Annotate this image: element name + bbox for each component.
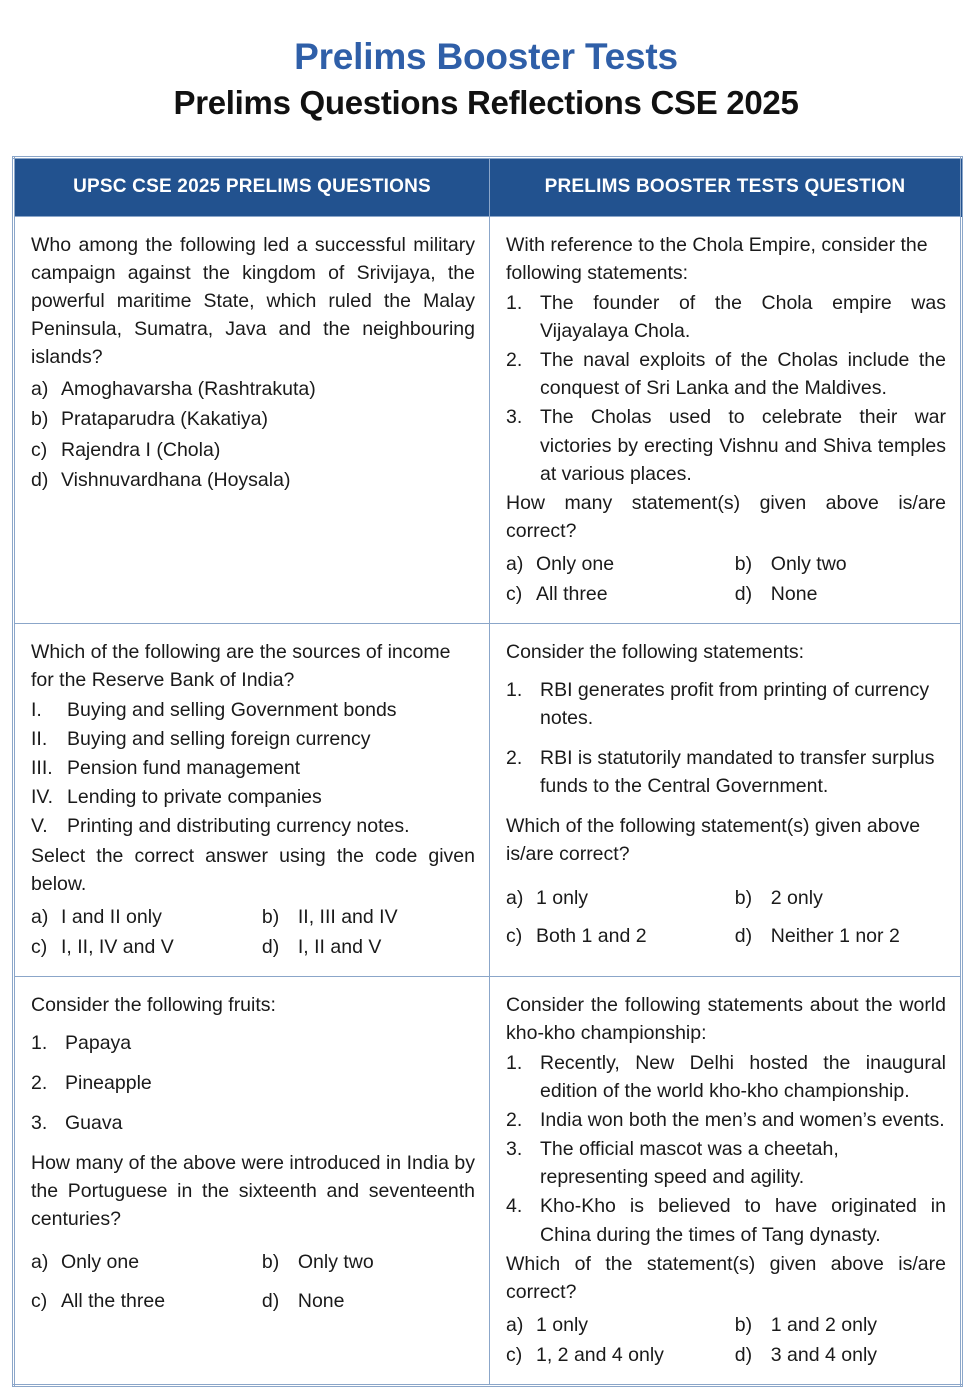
question-directive: Select the correct answer using the code given below.: [31, 844, 475, 895]
statement-text: India won both the men’s and women’s events.: [540, 1109, 945, 1132]
statement-item: [31, 1069, 475, 1097]
option-d-label: d): [261, 935, 280, 958]
option-d-label: d): [261, 1289, 280, 1312]
statement-text: Kho-Kho is believed to have originated in China during the times of Tang dynasty.: [540, 1195, 946, 1246]
statement-item: [31, 754, 475, 782]
statement-text: The Cholas used to celebrate their war victories by erecting Vishnu and Shiva temples at various places.: [540, 406, 946, 485]
option-b[interactable]: [262, 1243, 475, 1281]
option-c[interactable]: [31, 436, 475, 464]
statement-item: [506, 676, 946, 732]
statement-item: [506, 346, 946, 402]
table-row: [14, 217, 962, 624]
option-d[interactable]: [262, 932, 475, 962]
option-b[interactable]: [735, 549, 946, 579]
statement-item: [506, 1192, 946, 1248]
option-a[interactable]: [31, 902, 262, 932]
option-b[interactable]: [262, 902, 475, 932]
option-b-label: b): [734, 1313, 753, 1336]
option-a-label: a): [31, 378, 49, 401]
option-c-label: c): [31, 1289, 48, 1312]
statement-text: Printing and distributing currency notes.: [67, 815, 410, 838]
option-a[interactable]: [31, 1243, 262, 1281]
statement-text: The official mascot was a cheetah, representing speed and agility.: [540, 1138, 839, 1189]
option-b-text: Only two: [297, 1251, 374, 1274]
option-c-text: All three: [536, 582, 608, 605]
statement-number: II.: [31, 728, 48, 751]
statement-item: [31, 783, 475, 811]
statement-item: [506, 1049, 946, 1105]
option-d-text: Vishnuvardhana (Hoysala): [61, 468, 291, 491]
statement-item: [31, 696, 475, 724]
option-b-label: b): [261, 1251, 280, 1274]
option-c-label: c): [506, 582, 523, 605]
statement-text: RBI is statutorily mandated to transfer surplus funds to the Central Government.: [540, 747, 935, 798]
statement-number: 3.: [31, 1112, 48, 1135]
option-a-label: a): [31, 1251, 49, 1274]
options-list: [31, 375, 475, 493]
options-row: [31, 932, 475, 962]
option-b[interactable]: [735, 1310, 946, 1340]
statement-text: Pension fund management: [67, 757, 301, 780]
option-c-text: Both 1 and 2: [536, 924, 647, 947]
option-a-label: a): [506, 552, 524, 575]
statement-text: Pineapple: [65, 1072, 152, 1095]
option-d[interactable]: [735, 1340, 946, 1370]
option-a-text: 1 only: [536, 1313, 589, 1336]
options-row: [506, 1340, 946, 1370]
question-stem: Which of the following are the sources of income for the Reserve Bank of India?: [31, 641, 451, 692]
question-stem: Who among the following led a successful military campaign against the kingdom of Srivijaya, the powerful maritime State, which ruled the Malay Peninsula, Sumatra, Java and the neighbouring islands?: [31, 234, 475, 369]
statement-text: Lending to private companies: [67, 786, 322, 809]
options-row: [506, 549, 946, 579]
statement-item: [31, 1109, 475, 1137]
option-b-text: II, III and IV: [297, 905, 398, 928]
statement-number: 2.: [31, 1072, 48, 1095]
option-c-label: c): [31, 438, 48, 461]
option-b-text: 2 only: [770, 886, 823, 909]
statement-number: 1.: [31, 1031, 48, 1054]
column-header-booster: PRELIMS BOOSTER TESTS QUESTION: [490, 158, 962, 217]
title-block: [0, 0, 972, 122]
statement-item: [31, 725, 475, 753]
option-b-text: Prataparudra (Kakatiya): [61, 408, 269, 431]
options-grid: [31, 902, 475, 962]
option-c-label: c): [31, 935, 48, 958]
statement-text: Buying and selling foreign currency: [67, 728, 371, 751]
option-a[interactable]: [31, 375, 475, 403]
question-directive: How many statement(s) given above is/are correct?: [506, 491, 946, 542]
statement-number: 3.: [506, 1138, 523, 1161]
option-c[interactable]: [31, 932, 262, 962]
option-a-label: a): [31, 905, 49, 928]
options-row: [506, 1310, 946, 1340]
option-b-text: Only two: [770, 552, 847, 575]
statement-item: [31, 812, 475, 840]
option-c[interactable]: [506, 579, 735, 609]
cell-booster-question-3: [490, 976, 962, 1385]
option-c-text: 1, 2 and 4 only: [536, 1343, 664, 1366]
question-directive: How many of the above were introduced in India by the Portuguese in the sixteenth and seventeenth centuries?: [31, 1152, 475, 1231]
options-grid: [506, 1310, 946, 1370]
option-d-label: d): [31, 468, 49, 491]
statement-item: [506, 289, 946, 345]
question-stem: Consider the following statements about the world kho-kho championship:: [506, 993, 946, 1044]
option-d-text: None: [770, 582, 818, 605]
options-row: [506, 579, 946, 609]
option-a-text: Only one: [536, 552, 615, 575]
statement-number: 1.: [506, 679, 523, 702]
option-b-label: b): [261, 905, 280, 928]
table-row: [14, 976, 962, 1385]
option-c-text: Rajendra I (Chola): [61, 438, 221, 461]
statement-text: Guava: [65, 1112, 123, 1135]
statements-list: [506, 676, 946, 800]
statement-item: [506, 1106, 946, 1134]
option-b-label: b): [734, 886, 753, 909]
statement-item: [31, 1029, 475, 1057]
statement-number: IV.: [31, 786, 54, 809]
option-d[interactable]: [735, 917, 946, 955]
statement-number: 4.: [506, 1195, 523, 1218]
statements-list: [506, 289, 946, 488]
statement-item: [506, 744, 946, 800]
column-header-upsc: UPSC CSE 2025 PRELIMS QUESTIONS: [14, 158, 490, 217]
cell-booster-question-1: [490, 217, 962, 624]
options-row: [31, 1282, 475, 1320]
statement-text: Recently, New Delhi hosted the inaugural edition of the world kho-kho championship.: [540, 1052, 946, 1103]
statement-text: Papaya: [65, 1031, 132, 1054]
statement-number: 2.: [506, 1109, 523, 1132]
statement-item: [506, 1135, 946, 1191]
option-c-label: c): [506, 924, 523, 947]
options-grid: [506, 879, 946, 955]
statement-number: V.: [31, 815, 48, 838]
option-d-label: d): [734, 924, 753, 947]
option-d-text: I, II and V: [297, 935, 382, 958]
option-a-text: Amoghavarsha (Rashtrakuta): [61, 378, 316, 401]
option-a[interactable]: [506, 549, 735, 579]
option-c[interactable]: [506, 917, 735, 955]
option-d-label: d): [734, 1343, 753, 1366]
options-row: [506, 879, 946, 917]
option-d[interactable]: [262, 1282, 475, 1320]
statement-number: 1.: [506, 292, 523, 315]
table-header-row: [14, 158, 962, 217]
option-d-text: Neither 1 nor 2: [770, 924, 900, 947]
statements-list: [506, 1049, 946, 1249]
page-title-main: Prelims Booster Tests: [294, 36, 678, 77]
option-d[interactable]: [735, 579, 946, 609]
options-row: [31, 902, 475, 932]
statement-number: 2.: [506, 747, 523, 770]
statement-number: 2.: [506, 349, 523, 372]
table-row: [14, 624, 962, 977]
option-d-label: d): [734, 582, 753, 605]
cell-upsc-question-1: [14, 217, 490, 624]
question-stem: Consider the following fruits:: [31, 993, 276, 1016]
option-a-label: a): [506, 886, 524, 909]
statement-text: Buying and selling Government bonds: [67, 699, 397, 722]
option-c-text: All the three: [61, 1289, 166, 1312]
cell-upsc-question-3: [14, 976, 490, 1385]
question-directive: Which of the statement(s) given above is/are correct?: [506, 1252, 946, 1303]
option-a-text: I and II only: [61, 905, 162, 928]
question-stem: Consider the following statements:: [506, 641, 805, 664]
option-a-label: a): [506, 1313, 524, 1336]
option-b[interactable]: [31, 405, 475, 433]
statement-text: The naval exploits of the Cholas include the conquest of Sri Lanka and the Maldives.: [540, 349, 946, 400]
option-b[interactable]: [735, 879, 946, 917]
statements-list: [31, 1029, 475, 1137]
cell-upsc-question-2: [14, 624, 490, 977]
option-a-text: Only one: [61, 1251, 140, 1274]
option-d[interactable]: [31, 466, 475, 494]
option-b-label: b): [734, 552, 753, 575]
option-b-text: 1 and 2 only: [770, 1313, 878, 1336]
statement-number: III.: [31, 757, 53, 780]
option-a[interactable]: [506, 879, 735, 917]
options-grid: [506, 549, 946, 609]
statements-list: [31, 696, 475, 840]
statement-text: RBI generates profit from printing of currency notes.: [540, 679, 930, 730]
question-stem: With reference to the Chola Empire, consider the following statements:: [506, 234, 928, 285]
option-c-text: I, II, IV and V: [61, 935, 174, 958]
statement-number: I.: [31, 699, 42, 722]
statement-item: [506, 403, 946, 487]
statement-text: The founder of the Chola empire was Vijayalaya Chola.: [540, 292, 946, 343]
option-c[interactable]: [31, 1282, 262, 1320]
statement-number: 1.: [506, 1052, 523, 1075]
option-d-text: 3 and 4 only: [770, 1343, 878, 1366]
option-c[interactable]: [506, 1340, 735, 1370]
questions-comparison-table: [12, 156, 963, 1387]
question-directive: Which of the following statement(s) given above is/are correct?: [506, 815, 921, 866]
option-a[interactable]: [506, 1310, 735, 1340]
options-row: [506, 917, 946, 955]
cell-booster-question-2: [490, 624, 962, 977]
statement-number: 3.: [506, 406, 523, 429]
options-row: [31, 1243, 475, 1281]
option-c-label: c): [506, 1343, 523, 1366]
option-a-text: 1 only: [536, 886, 589, 909]
option-d-text: None: [297, 1289, 345, 1312]
option-b-label: b): [31, 408, 49, 431]
page-title-sub: Prelims Questions Reflections CSE 2025: [173, 84, 799, 122]
